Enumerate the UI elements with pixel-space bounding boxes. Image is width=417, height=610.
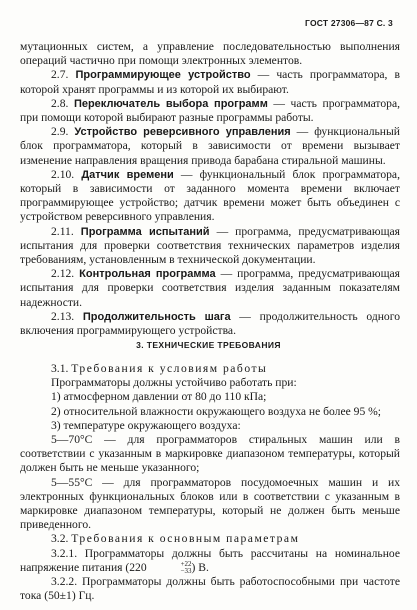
s31-line: 1) атмосферном давлении от 80 до 110 кПа; (51, 390, 267, 404)
s31-line: 2) относительной влажности окружающего воздуха не более 95 %; (51, 404, 382, 418)
voltage-tolerance (150, 561, 192, 575)
definition-text: — функциональный блок программатора, который в зависимости от заданного момента времени включает программирующее устройство; датчик времени может быть объединен с устройством реверсивного управления. (20, 167, 400, 224)
definition-paragraph (20, 168, 400, 225)
s31-title: Требования к условиям работы (71, 362, 268, 375)
s31-line: 5—55°С — для программаторов посудомоечных машин и их электронных функциональных блоков или в соответствии с указанным в маркировке диапазоном температуры, который не должен быть меньше приведенного. (20, 475, 400, 532)
definition-number: 2.8. (51, 96, 69, 110)
s321-paragraph (20, 547, 400, 576)
definition-term: Программа испытаний (80, 225, 210, 238)
definition-paragraph (20, 97, 400, 125)
s31-line: 5—70°С — для программаторов стиральных машин или в соответствии с указанным в маркировке диапазоном температуры, который должен быть не меньше указанного; (20, 433, 400, 475)
definition-number: 2.10. (51, 167, 75, 181)
definition-number: 2.9. (51, 125, 69, 139)
definition-text: — программа, предусматривающая испытания для проверки соответствия технических параметров изделия требованиям, установленным в технической документации. (20, 224, 400, 267)
definition-paragraph (20, 310, 400, 338)
s31-heading (20, 362, 400, 376)
s31-number: 3.1. (51, 362, 69, 375)
s322-paragraph: 3.2.2. Программаторы должны быть работоспособными при частоте тока (50±1) Гц. (20, 575, 400, 603)
definition-term: Программирующее устройство (75, 69, 251, 82)
definition-number: 2.7. (51, 68, 69, 82)
s31-line: 3) температуре окружающего воздуха: (51, 418, 241, 432)
s31-line: Программаторы должны устойчиво работать при: (51, 376, 297, 390)
definition-term: Устройство реверсивного управления (74, 126, 291, 139)
definition-text: — часть программатора, в которой хранят программы и из которой их выбирают. (20, 68, 400, 96)
definition-term: Контрольная программа (79, 268, 216, 281)
definition-number: 2.13. (51, 309, 75, 323)
tolerance-plus: +22 (180, 560, 192, 569)
definitions-block (20, 40, 400, 338)
definition-text: — функциональный блок программатора, который в зависимости от времени вызывает изменение направления вращения привода барабана стиральной машины. (20, 125, 400, 167)
s32-heading (20, 532, 400, 546)
intro-paragraph: мутационных систем, а управление последовательностью выполнения операций частично при помощи электронных элементов. (20, 40, 400, 68)
definition-text: — программа, предусматривающая испытания для проверки соответствия изделия заданным показателям надежности. (20, 267, 400, 309)
requirements-block (20, 362, 400, 604)
s321-tail: ) В. (191, 560, 209, 574)
section-title: 3. ТЕХНИЧЕСКИЕ ТРЕБОВАНИЯ (136, 340, 281, 350)
definition-paragraph (20, 68, 400, 96)
definition-term: Датчик времени (81, 168, 174, 181)
tolerance-minus: −33 (180, 567, 192, 576)
s32-number: 3.2. (51, 532, 69, 546)
definition-text: — часть программатора, при помощи которой выбирают разные программы работы. (20, 96, 400, 125)
definition-text: — продолжительность одного включения программирующего устройства. (20, 309, 400, 338)
definition-paragraph (20, 125, 400, 168)
definitions-list (20, 68, 400, 338)
s321-text: 3.2.1. Программаторы должны быть рассчитаны на номинальное напряжение питания (220 (20, 546, 400, 574)
definition-number: 2.12. (51, 267, 75, 281)
definition-number: 2.11. (51, 224, 74, 238)
s32-title: Требования к основным параметрам (71, 532, 300, 546)
s31-lines (20, 376, 400, 532)
page-header: ГОСТ 27306—87 С. 3 (305, 18, 393, 28)
definition-term: Переключатель выбора программ (73, 97, 268, 110)
definition-term: Продолжительность шага (82, 310, 231, 323)
definition-paragraph (20, 267, 400, 310)
definition-paragraph (20, 225, 400, 268)
